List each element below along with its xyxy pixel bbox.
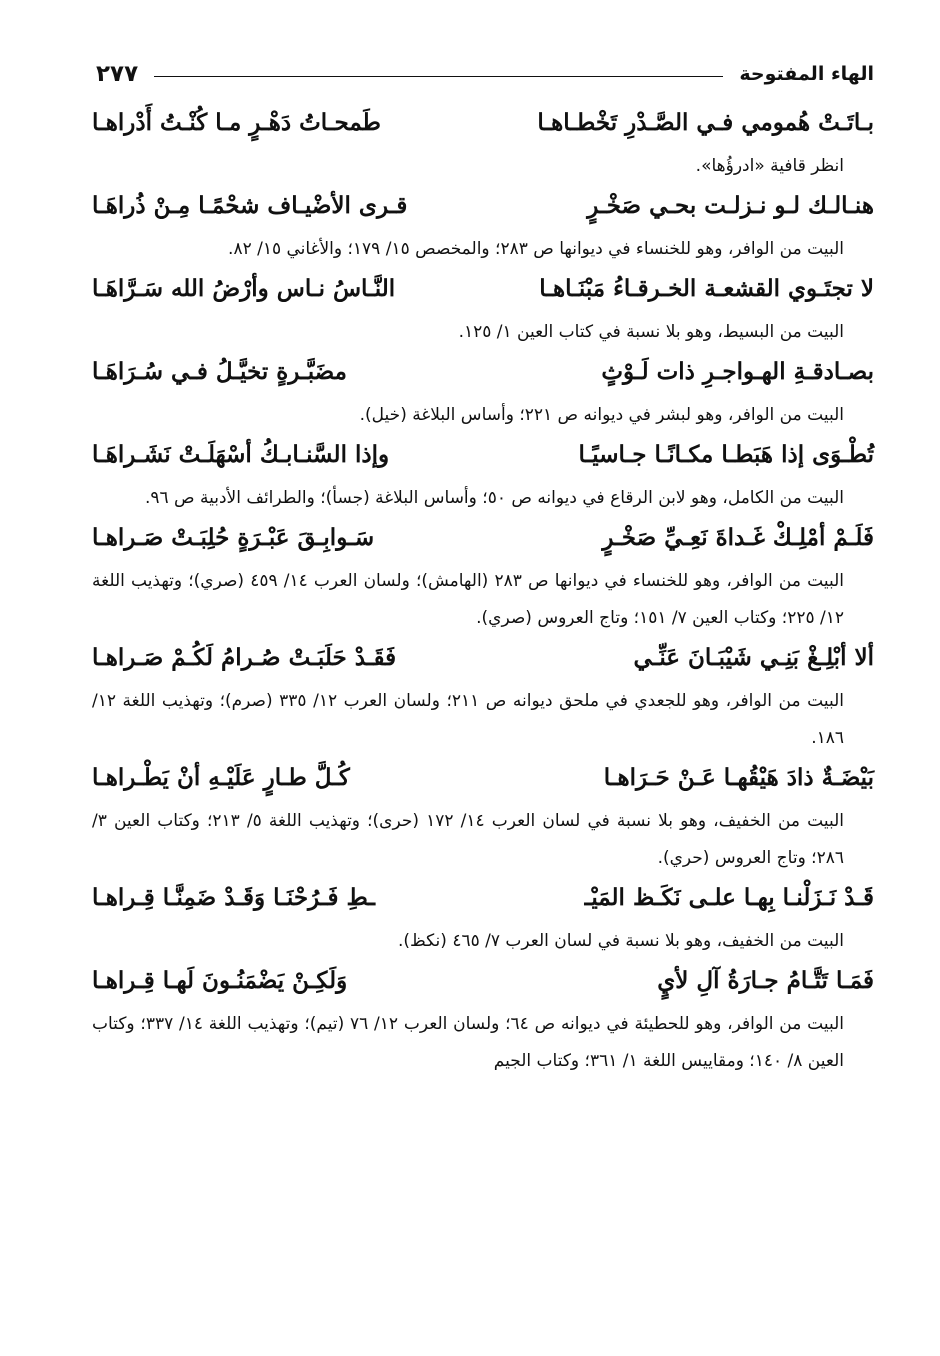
verse-line xyxy=(92,436,874,480)
verse-note: البيت من الوافر، وهو للخنساء في ديوانها ص ٢٨٣ (الهامش)؛ ولسان العرب ١٤/ ٤٥٩ (صري)؛ وتهذيب اللغة ١٢/ ٢٢٥؛ وكتاب العين ٧/ ١٥١؛ وتاج العروس (صري). xyxy=(92,571,844,628)
page-number: ٢٧٧ xyxy=(96,61,139,87)
verse-line xyxy=(92,187,874,231)
verse-second-hemistich: طَمحـاتُ دَهْـرٍ مـا كُنْـتُ أَدْراهـا xyxy=(92,109,381,136)
verse-line xyxy=(92,759,874,803)
verse-line xyxy=(92,962,874,1006)
verse-line xyxy=(92,519,874,563)
verse-second-hemistich: قـرى الأضْيـاف شحْمًـا مِـنْ ذُراهَـا xyxy=(92,192,408,219)
verse-note: البيت من البسيط، وهو بلا نسبة في كتاب العين ١/ ١٢٥. xyxy=(458,322,844,342)
verse-second-hemistich: النَّـاسُ نـاس وأرْضُ الله سَـرَّاهَـا xyxy=(92,275,396,302)
verse-note: البيت من الوافر، وهو للجعدي في ملحق ديوانه ص ٢١١؛ ولسان العرب ١٢/ ٣٣٥ (صرم)؛ وتهذيب اللغة ١٢/ ١٨٦. xyxy=(92,691,844,748)
verse-note: البيت من الوافر، وهو للخنساء في ديوانها ص ٢٨٣؛ والمخصص ١٥/ ١٧٩؛ والأغاني ١٥/ ٨٢. xyxy=(228,239,844,259)
verse-second-hemistich: كُـلَّ طـارٍ عَلَيْـهِ أنْ يَطْـراهـا xyxy=(92,764,350,791)
verse-note: البيت من الخفيف، وهو بلا نسبة في لسان العرب ١٤/ ١٧٢ (حرى)؛ وتهذيب اللغة ٥/ ٢١٣؛ وكتاب العين ٣/ ٢٨٦؛ وتاج العروس (حري). xyxy=(92,811,845,868)
verse-line xyxy=(92,879,874,923)
verse-first-hemistich: ألا أبْلِـغْ بَنِـي شَيْبَـانَ عَنِّـي xyxy=(633,644,874,671)
verse-first-hemistich: لا تجتَـوي القشعـة الخـرقـاءُ مَبْنَـاهـا xyxy=(539,275,874,302)
verse-second-hemistich: ـطِ فَـرُحْنَـا وَقَـدْ ضَمِنَّـا قِـراهـا xyxy=(92,884,376,911)
verse-first-hemistich: قَـدْ نَـزَلْنـا بِهـا علـى نَكَـظ المَيْـ xyxy=(584,884,874,911)
verse-line xyxy=(92,104,874,148)
verse-first-hemistich: هنـالـك لـو نـزلـت بحـي صَخْـرٍ xyxy=(587,192,874,219)
verse-second-hemistich: سَـوابِـقَ عَبْـرَةٍ حُلِبَـتْ صَـراهـا xyxy=(92,524,375,551)
verse-second-hemistich: وَلَكِـنْ يَضْمَنُـونَ لَهـا قِـراهـا xyxy=(92,967,348,994)
verse-first-hemistich: بصـادقـةِ الهـواجـرِ ذات لَـوْثٍ xyxy=(601,358,874,385)
verse-second-hemistich: مضَبَّـرةٍ تخيَّـلُ فـي سُـرَاهَـا xyxy=(92,358,347,385)
verse-line xyxy=(92,270,874,314)
verse-note: البيت من الخفيف، وهو بلا نسبة في لسان العرب ٧/ ٤٦٥ (نكظ). xyxy=(397,931,844,951)
verse-line xyxy=(92,353,874,397)
verse-line xyxy=(92,639,874,683)
verse-second-hemistich: فَقَـدْ حَلَبَـتْ صُـرامُ لَكُـمْ صَـراهـا xyxy=(92,644,397,671)
verse-first-hemistich: فَلَـمْ أمْلِـكْ غَـداةَ نَعِـيِّ صَخْـرٍ xyxy=(602,524,874,551)
verse-note: البيت من الكامل، وهو لابن الرقاع في ديوانه ص ٥٠؛ وأساس البلاغة (جسأ)؛ والطرائف الأدبية ص ٩٦. xyxy=(144,488,844,508)
verse-first-hemistich: فَمَـا تَتَّـامُ جـارَةُ آلِ لأيٍ xyxy=(657,967,874,994)
main-text xyxy=(92,104,874,1080)
verse-note: البيت من الوافر، وهو للحطيئة في ديوانه ص ٦٤؛ ولسان العرب ١٢/ ٧٦ (تيم)؛ وتهذيب اللغة ١٤/ ٣٣٧؛ وكتاب العين ٨/ ١٤٠؛ ومقاييس اللغة ١/ ٣٦١؛ وكتاب الجيم xyxy=(92,1014,844,1071)
verse-first-hemistich: بـاتَـتْ هُمومي فـي الصَّـدْرِ تَخْطـاهـا xyxy=(537,109,874,136)
section-title: الهاء المفتوحة xyxy=(739,63,874,85)
verse-note: البيت من الوافر، وهو لبشر في ديوانه ص ٢٢١؛ وأساس البلاغة (خيل). xyxy=(359,405,844,425)
verse-first-hemistich: تُطْـوَى إذا هَبَطـا مكـانًـا جـاسيًـا xyxy=(578,441,874,468)
verse-second-hemistich: وإذا السَّنـابـكُ أسْهَلَـتْ نَشَـراهَـا xyxy=(92,441,390,468)
verse-first-hemistich: بَيْضَـةٌ ذادَ هَيْقُهـا عَـنْ حَـرَاهـا xyxy=(603,764,874,791)
running-header xyxy=(96,54,874,94)
header-rule xyxy=(154,76,723,77)
verse-note: انظر قافية «ادرؤُها». xyxy=(695,156,844,176)
